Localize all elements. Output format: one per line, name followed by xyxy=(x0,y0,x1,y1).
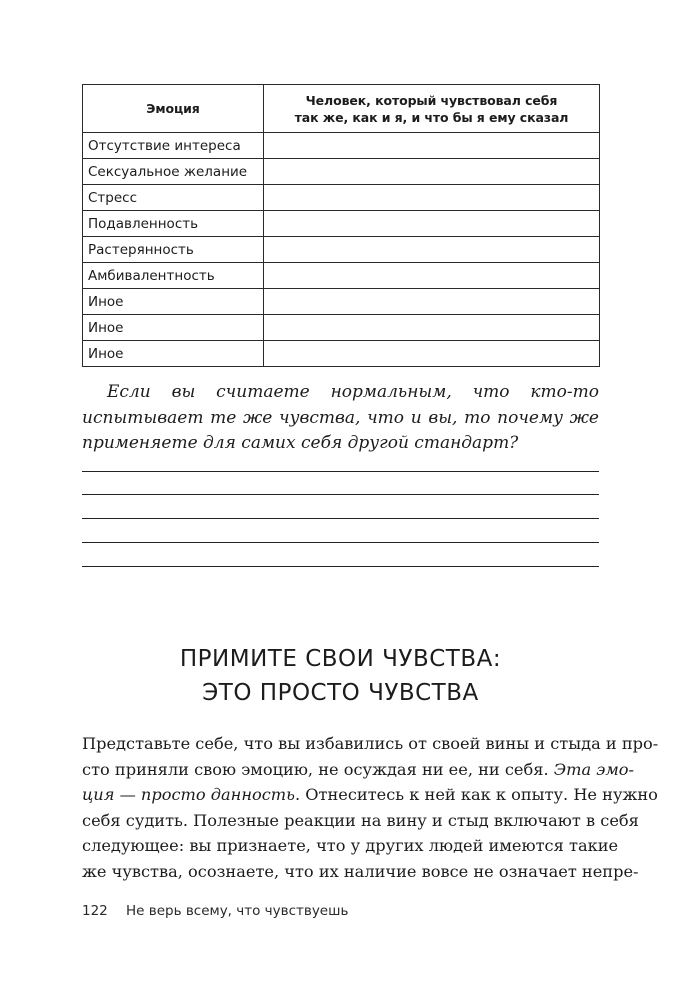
emotion-cell: Иное xyxy=(83,341,264,367)
table-row xyxy=(83,315,600,341)
section-heading xyxy=(0,642,681,710)
body-line: себя судить. Полезные реакции на вину и стыд включают в себя xyxy=(82,810,639,830)
section-heading-line-1: ПРИМИТЕ СВОИ ЧУВСТВА: xyxy=(179,646,502,672)
answer-cell[interactable] xyxy=(264,133,600,159)
answer-cell[interactable] xyxy=(264,289,600,315)
emotion-cell: Стресс xyxy=(83,185,264,211)
table-row xyxy=(83,341,600,367)
table-row xyxy=(83,289,600,315)
answer-line[interactable] xyxy=(82,494,599,495)
emotion-cell: Отсутствие интереса xyxy=(83,133,264,159)
answer-line[interactable] xyxy=(82,471,599,472)
emotion-cell: Иное xyxy=(83,289,264,315)
table-row xyxy=(83,159,600,185)
emphasis: Эта эмо- xyxy=(553,759,634,779)
table-row xyxy=(83,211,600,237)
table-row xyxy=(83,185,600,211)
table-row xyxy=(83,133,600,159)
answer-line[interactable] xyxy=(82,566,599,567)
body-line: Представьте себе, что вы избавились от своей вины и стыда и про- xyxy=(82,734,659,753)
answer-line[interactable] xyxy=(82,518,599,519)
table-row xyxy=(83,263,600,289)
answer-cell[interactable] xyxy=(264,159,600,185)
body-line: ция — просто данность. Отнеситесь к ней как к опыту. Не нужно xyxy=(82,785,658,804)
emotion-cell: Подавленность xyxy=(83,211,264,237)
reflection-question: Если вы считаете нормальным, что кто-то испытывает те же чувства, что и вы, то почему же применяете для самих себя другой стандарт? xyxy=(82,382,599,453)
table-row xyxy=(83,237,600,263)
answer-cell[interactable] xyxy=(264,263,600,289)
answer-cell[interactable] xyxy=(264,211,600,237)
answer-cell[interactable] xyxy=(264,315,600,341)
emphasis: ция — просто данность xyxy=(82,785,295,804)
body-line: сто приняли свою эмоцию, не осуждая ни ее, ни себя. Эта эмо- xyxy=(82,759,634,779)
emotion-cell: Растерянность xyxy=(83,237,264,263)
answer-cell[interactable] xyxy=(264,185,600,211)
page-number: 122 xyxy=(82,903,108,919)
answer-line[interactable] xyxy=(82,542,599,543)
emotion-table xyxy=(82,84,600,367)
emotion-cell: Сексуальное желание xyxy=(83,159,264,185)
emotion-cell: Амбивалентность xyxy=(83,263,264,289)
table-header-row xyxy=(83,85,600,133)
column-header-emotion: Эмоция xyxy=(83,85,264,133)
section-heading-line-2: ЭТО ПРОСТО ЧУВСТВА xyxy=(202,680,479,706)
column-header-person: Человек, который чувствовал себя так же, как и я, и что бы я ему сказал xyxy=(264,85,600,133)
body-line: же чувства, осознаете, что их наличие вовсе не означает непре- xyxy=(82,861,639,881)
body-paragraph xyxy=(82,731,659,884)
answer-cell[interactable] xyxy=(264,237,600,263)
running-title: Не верь всему, что чувствуешь xyxy=(126,903,349,919)
body-line: следующее: вы признаете, что у других людей имеются такие xyxy=(82,836,619,855)
answer-cell[interactable] xyxy=(264,341,600,367)
page-footer xyxy=(82,903,348,919)
emotion-cell: Иное xyxy=(83,315,264,341)
